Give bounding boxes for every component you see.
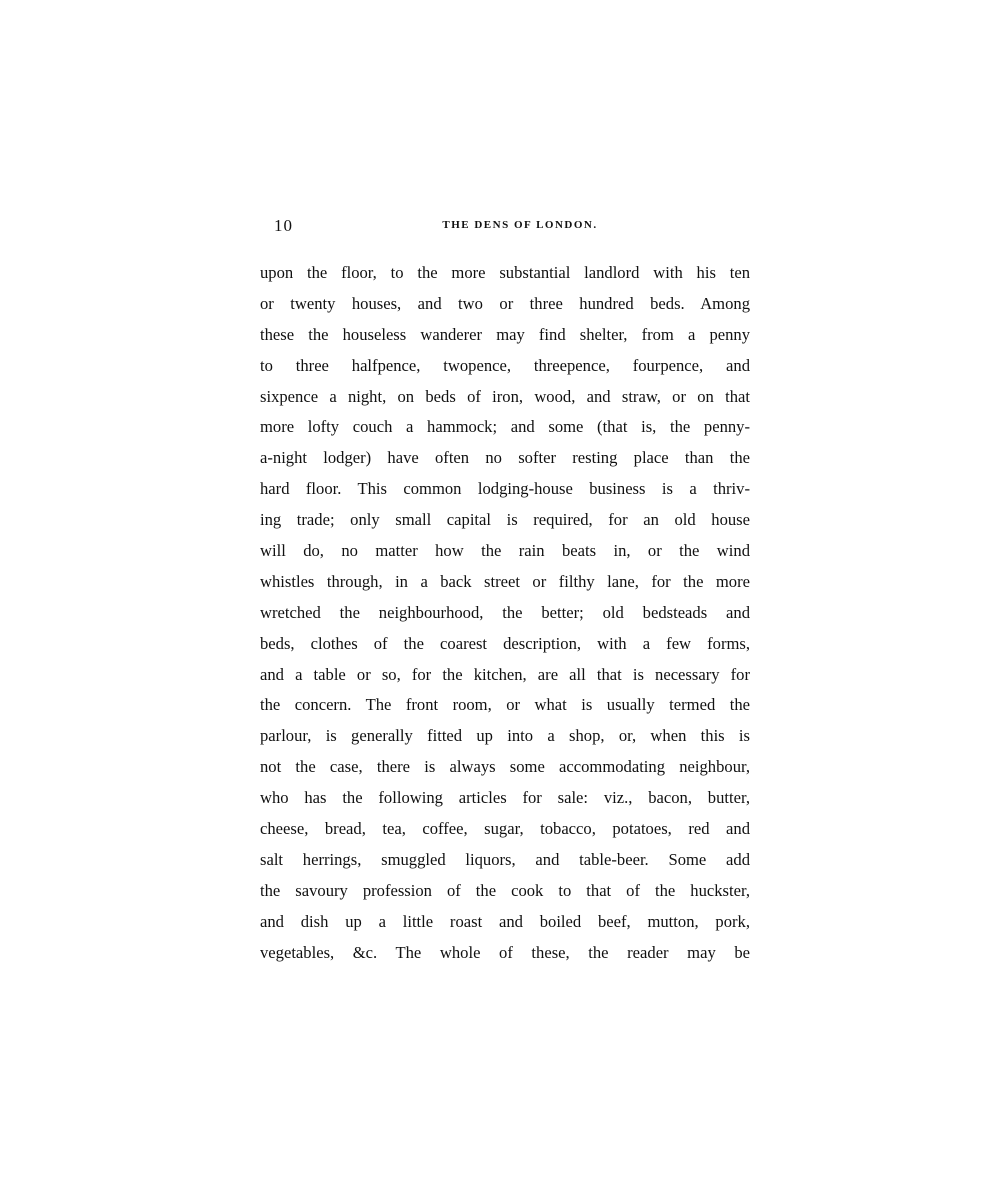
text-line: these the houseless wanderer may find shelter, from a penny bbox=[260, 324, 750, 344]
text-line: salt herrings, smuggled liquors, and table-beer. Some add bbox=[260, 849, 750, 869]
text-line: and dish up a little roast and boiled beef, mutton, pork, bbox=[260, 911, 750, 931]
text-line: vegetables, &c. The whole of these, the reader may be bbox=[260, 942, 750, 962]
body-text bbox=[260, 258, 750, 968]
text-line: cheese, bread, tea, coffee, sugar, tobacco, potatoes, red and bbox=[260, 819, 750, 839]
text-line: will do, no matter how the rain beats in, or the wind bbox=[260, 541, 750, 561]
text-line: the savoury profession of the cook to that of the huckster, bbox=[260, 880, 750, 900]
text-line: or twenty houses, and two or three hundred beds. Among bbox=[260, 293, 750, 313]
running-head: THE DENS OF LONDON. bbox=[442, 219, 598, 231]
text-line: not the case, there is always some accommodating neighbour, bbox=[260, 757, 750, 777]
text-line: the concern. The front room, or what is usually termed the bbox=[260, 695, 750, 715]
text-line: and a table or so, for the kitchen, are all that is necessary for bbox=[260, 664, 750, 684]
text-line: a-night lodger) have often no softer resting place than the bbox=[260, 448, 750, 468]
text-line: who has the following articles for sale: viz., bacon, butter, bbox=[260, 788, 750, 808]
text-line: hard floor. This common lodging-house business is a thriv- bbox=[260, 479, 750, 499]
text-line: whistles through, in a back street or filthy lane, for the more bbox=[260, 571, 750, 591]
text-line: more lofty couch a hammock; and some (that is, the penny- bbox=[260, 417, 750, 437]
text-line: beds, clothes of the coarest description, with a few forms, bbox=[260, 633, 750, 653]
text-line: parlour, is generally fitted up into a shop, or, when this is bbox=[260, 726, 750, 746]
text-line: wretched the neighbourhood, the better; old bedsteads and bbox=[260, 602, 750, 622]
text-line: sixpence a night, on beds of iron, wood, and straw, or on that bbox=[260, 386, 750, 406]
text-line: to three halfpence, twopence, threepence, fourpence, and bbox=[260, 355, 750, 375]
text-line: upon the floor, to the more substantial landlord with his ten bbox=[260, 263, 750, 282]
page-number: 10 bbox=[274, 216, 293, 235]
text-line: ing trade; only small capital is required, for an old house bbox=[260, 510, 750, 530]
